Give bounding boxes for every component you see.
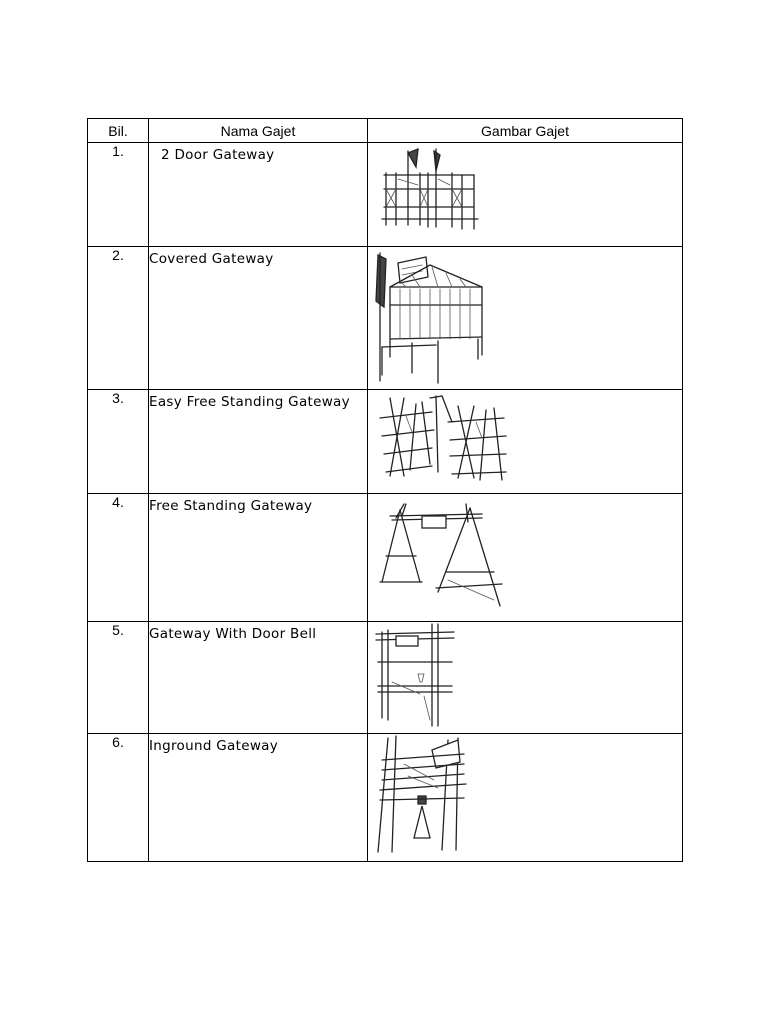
row-number: 2. (88, 247, 149, 390)
table-row (88, 734, 683, 862)
gadget-image-cell (368, 247, 683, 390)
header-nama-gajet: Nama Gajet (149, 119, 368, 143)
two-door-gateway-sketch-icon (374, 145, 484, 241)
gadget-name: Free Standing Gateway (149, 494, 368, 622)
table-row (88, 390, 683, 494)
free-standing-gateway-sketch-icon (376, 498, 508, 616)
gadget-name: 2 Door Gateway (149, 143, 368, 247)
inground-gateway-sketch-icon (374, 734, 470, 856)
gadget-image-cell (368, 734, 683, 862)
gadget-image-cell (368, 143, 683, 247)
easy-free-standing-gateway-sketch-icon (376, 392, 510, 488)
gadget-table (87, 118, 683, 862)
row-number: 1. (88, 143, 149, 247)
table-row (88, 247, 683, 390)
gadget-image-cell (368, 390, 683, 494)
row-number: 5. (88, 622, 149, 734)
covered-gateway-sketch-icon (372, 247, 488, 385)
row-number: 4. (88, 494, 149, 622)
gadget-name: Inground Gateway (149, 734, 368, 862)
gateway-with-door-bell-sketch-icon (374, 622, 456, 730)
row-number: 6. (88, 734, 149, 862)
gadget-name: Gateway With Door Bell (149, 622, 368, 734)
gadget-image-cell (368, 494, 683, 622)
table-row (88, 143, 683, 247)
header-bil: Bil. (88, 119, 149, 143)
table-header-row (88, 119, 683, 143)
gadget-image-cell (368, 622, 683, 734)
table-row (88, 494, 683, 622)
row-number: 3. (88, 390, 149, 494)
header-gambar-gajet: Gambar Gajet (368, 119, 683, 143)
gadget-name: Covered Gateway (149, 247, 368, 390)
table-row (88, 622, 683, 734)
gadget-name: Easy Free Standing Gateway (149, 390, 368, 494)
